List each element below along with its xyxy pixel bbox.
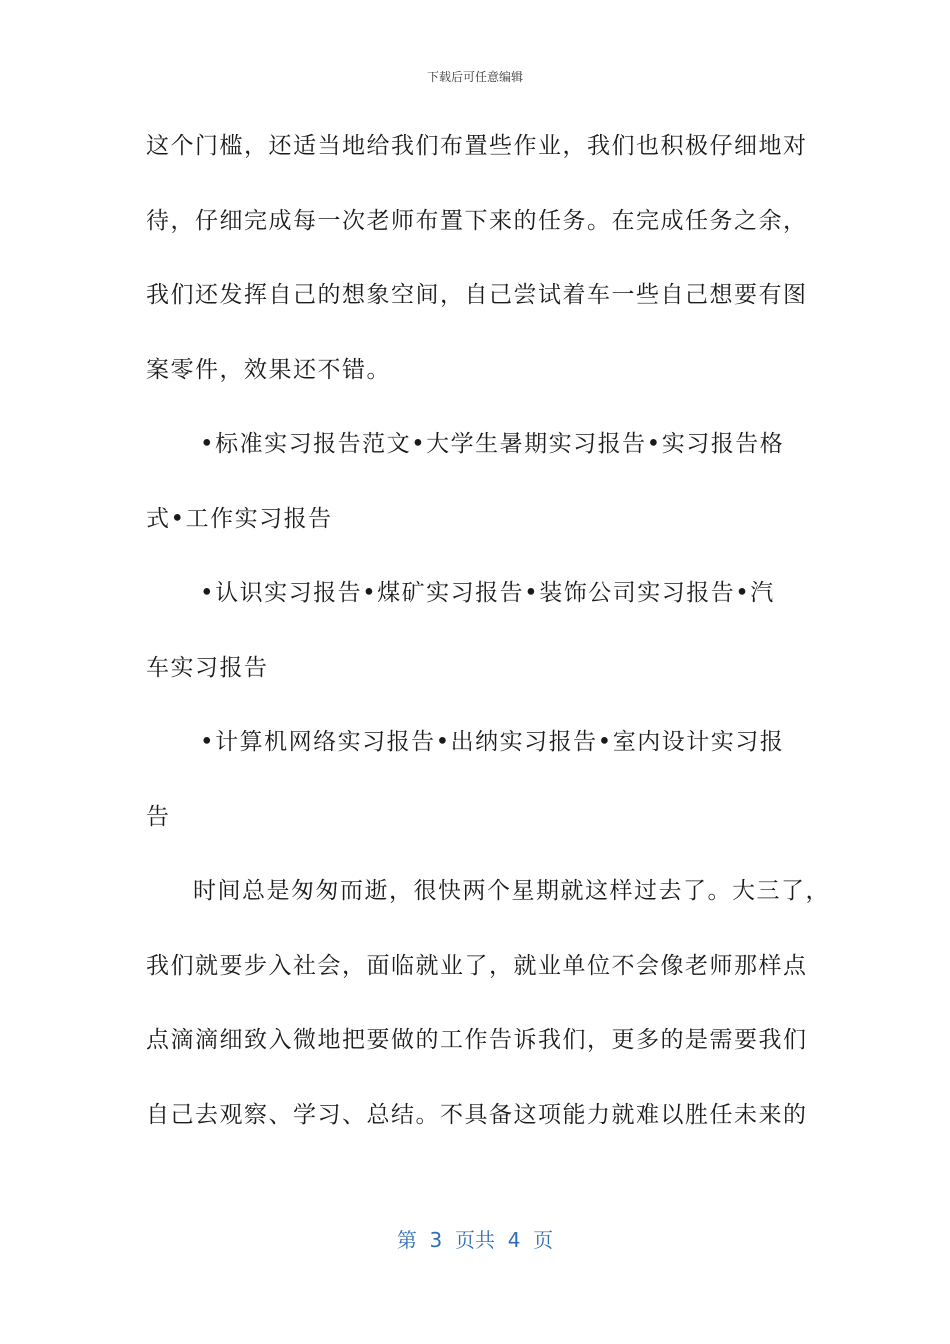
text-line: 点滴滴细致入微地把要做的工作告诉我们，更多的是需要我们 <box>146 1027 808 1053</box>
text-line: 我们还发挥自己的想象空间，自己尝试着车一些自己想要有图 <box>146 282 808 308</box>
document-body <box>146 118 830 1161</box>
page-header: 下载后可任意编辑 <box>426 70 523 84</box>
text-line: 我们就要步入社会，面临就业了，就业单位不会像老师那样点 <box>146 952 808 979</box>
related-links-line: 告 <box>146 803 171 830</box>
related-links-line: 车实习报告 <box>146 654 269 681</box>
related-links-line: •计算机网络实习报告•出纳实习报告•室内设计实习报 <box>200 729 785 755</box>
text-line: 自己去观察、学习、总结。不具备这项能力就难以胜任未来的 <box>146 1101 808 1128</box>
text-line: 待，仔细完成每一次老师布置下来的任务。在完成任务之余， <box>146 207 808 234</box>
related-links-line: •认识实习报告•煤矿实习报告•装饰公司实习报告•汽 <box>200 580 775 606</box>
page-number: 第 3 页共 4 页 <box>396 1228 554 1252</box>
text-line: 这个门槛，还适当地给我们布置些作业，我们也积极仔细地对 <box>146 133 808 159</box>
related-links-line: 式•工作实习报告 <box>146 505 333 532</box>
related-links-line: •标准实习报告范文•大学生暑期实习报告•实习报告格 <box>200 431 785 457</box>
text-line: 案零件，效果还不错。 <box>146 356 391 383</box>
text-line: 时间总是匆匆而逝，很快两个星期就这样过去了。大三了， <box>193 878 830 904</box>
